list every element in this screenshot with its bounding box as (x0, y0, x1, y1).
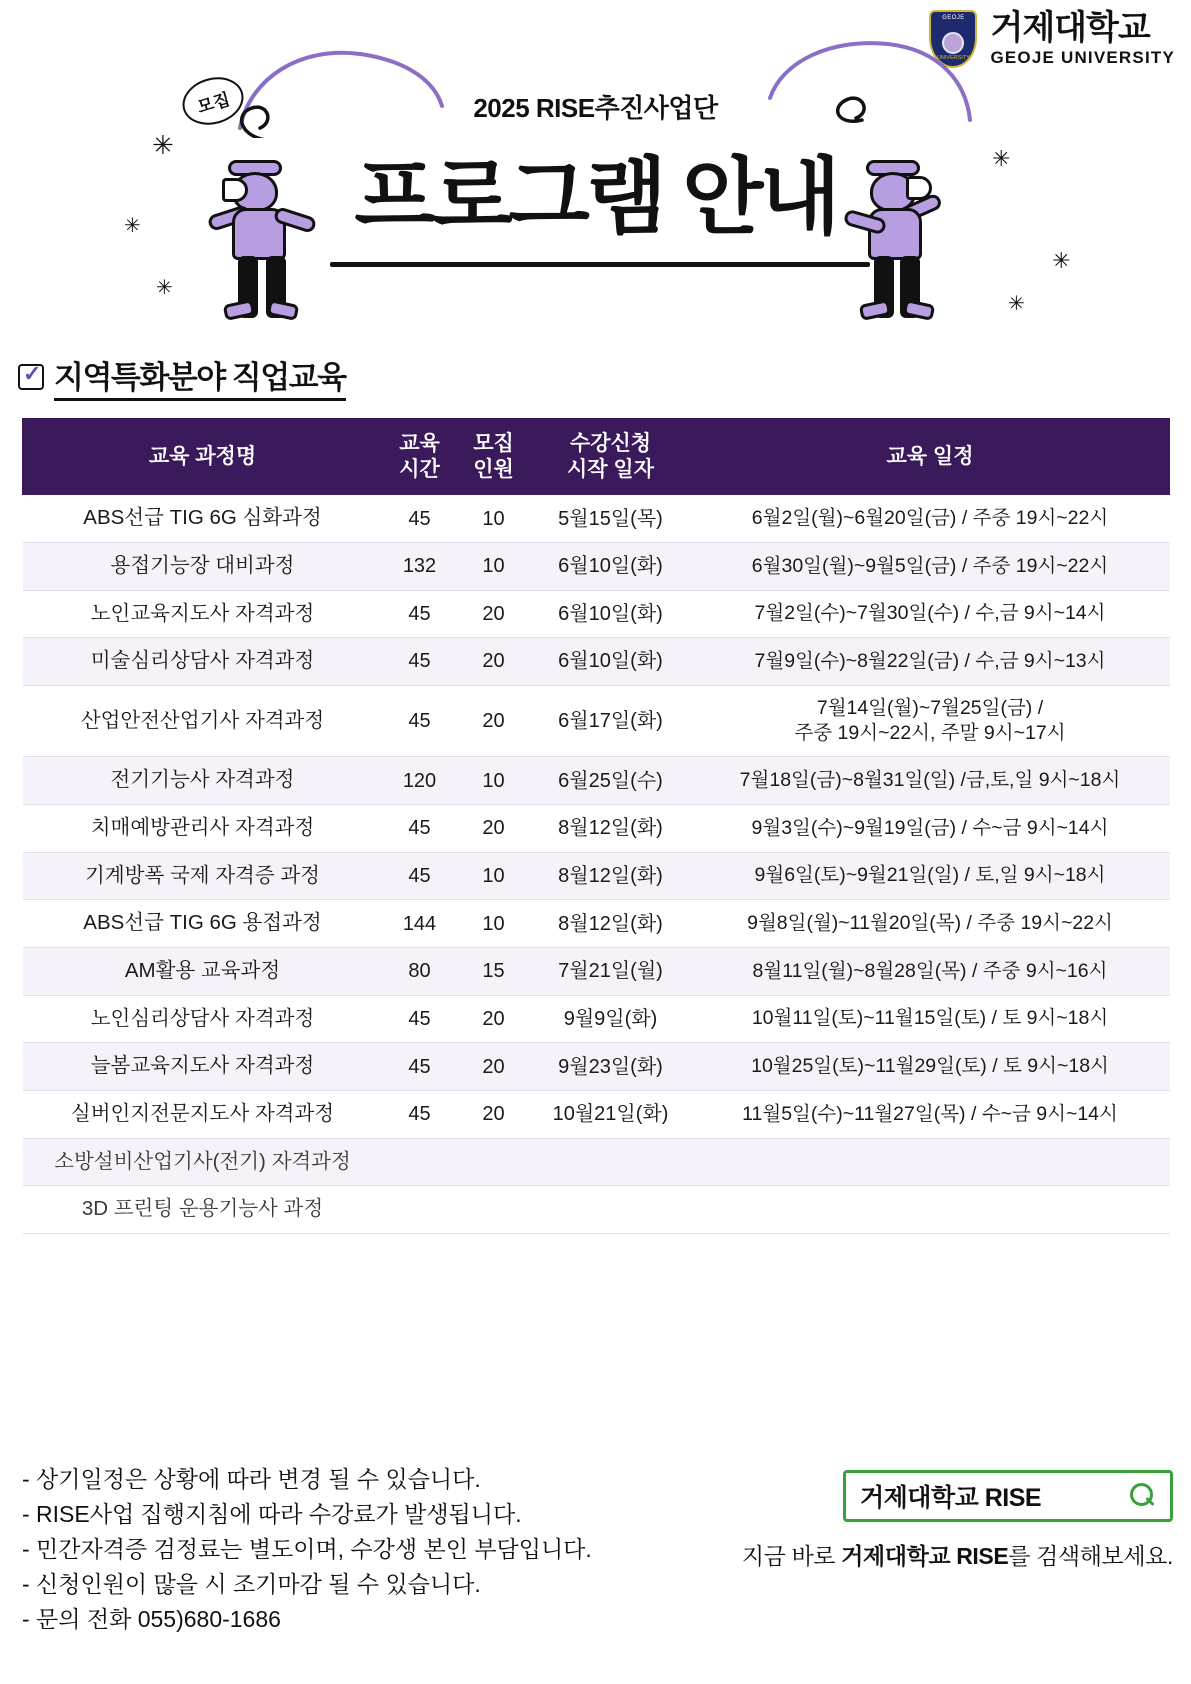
cell-schedule (691, 805, 1170, 853)
cell-schedule (691, 638, 1170, 686)
col-header-hours-line2: 시간 (399, 457, 440, 481)
sparkle-icon: ✳ (124, 215, 141, 237)
cell-course-name: AM활용 교육과정 (23, 948, 383, 996)
table-row (23, 948, 1170, 996)
cell-capacity: 10 (457, 542, 531, 590)
table-row (23, 995, 1170, 1043)
cell-capacity (457, 1138, 531, 1186)
col-header-schedule: 교육 일정 (691, 419, 1170, 495)
cell-capacity: 10 (457, 900, 531, 948)
checkbox-icon (18, 364, 44, 390)
cell-schedule (691, 685, 1170, 757)
cell-hours: 45 (383, 1043, 457, 1091)
cell-hours (383, 1138, 457, 1186)
cell-course-name: ABS선급 TIG 6G 용접과정 (23, 900, 383, 948)
table-row (23, 1186, 1170, 1234)
col-header-apply-start (531, 419, 691, 495)
cell-schedule (691, 1090, 1170, 1138)
cell-capacity (457, 1186, 531, 1234)
poster-title: 프로그램 안내 (354, 150, 837, 244)
cell-apply-start: 6월17일(화) (531, 685, 691, 757)
sparkle-icon: ✳ (1052, 248, 1071, 273)
cell-hours: 45 (383, 495, 457, 543)
schedule-line-1: 11월5일(수)~11월27일(목) / 수~금 9시~14시 (742, 1102, 1118, 1125)
poster-subtitle: 2025 RISE추진사업단 (473, 93, 718, 123)
cell-hours: 45 (383, 995, 457, 1043)
cell-apply-start: 5월15일(목) (531, 495, 691, 543)
sparkle-icon: ✳ (152, 130, 174, 160)
table-row (23, 590, 1170, 638)
cell-hours: 132 (383, 542, 457, 590)
recruit-badge: 모집 (177, 70, 249, 131)
footer-notes (22, 1462, 592, 1637)
schedule-line-1: 6월30일(월)~9월5일(금) / 주중 19시~22시 (751, 554, 1109, 577)
cell-capacity: 10 (457, 852, 531, 900)
search-caption-post: 를 검색해보세요. (1008, 1543, 1173, 1569)
cell-apply-start (531, 1138, 691, 1186)
schedule-line-2: 주중 19시~22시, 주말 9시~17시 (794, 722, 1066, 745)
cell-capacity: 20 (457, 590, 531, 638)
table-row (23, 900, 1170, 948)
cell-apply-start: 6월10일(화) (531, 590, 691, 638)
schedule-line-1: 9월8일(월)~11월20일(목) / 주중 19시~22시 (747, 912, 1113, 935)
hero-section (0, 0, 1191, 340)
cell-capacity: 20 (457, 1043, 531, 1091)
cell-capacity: 10 (457, 757, 531, 805)
cell-hours: 144 (383, 900, 457, 948)
schedule-line-1: 7월2일(수)~7월30일(수) / 수,금 9시~14시 (754, 602, 1106, 625)
schedule-line-1: 7월18일(금)~8월31일(일) /금,토,일 9시~18시 (739, 769, 1121, 792)
col-header-apply-start-line2: 시작 일자 (567, 457, 654, 481)
note-item: - 민간자격증 검정료는 별도이며, 수강생 본인 부담입니다. (22, 1535, 592, 1562)
schedule-line-1: 7월9일(수)~8월22일(금) / 수,금 9시~13시 (754, 649, 1106, 672)
schedule-line-1: 6월2일(월)~6월20일(금) / 주중 19시~22시 (751, 506, 1109, 529)
table-row (23, 1138, 1170, 1186)
col-header-hours-line1: 교육 (399, 432, 440, 455)
table-body (23, 495, 1170, 1234)
table-row (23, 495, 1170, 543)
cell-schedule (691, 852, 1170, 900)
cell-schedule (691, 948, 1170, 996)
cell-apply-start: 8월12일(화) (531, 805, 691, 853)
cell-apply-start: 6월10일(화) (531, 638, 691, 686)
col-header-apply-start-line1: 수강신청 (569, 432, 652, 455)
search-promo (653, 1470, 1173, 1571)
schedule-line-1: 7월14일(월)~7월25일(금) / (816, 696, 1044, 719)
cell-course-name: ABS선급 TIG 6G 심화과정 (23, 495, 383, 543)
search-query-text: 거제대학교 RISE (860, 1484, 1042, 1512)
cell-course-name: 산업안전산업기사 자격과정 (23, 685, 383, 757)
cell-hours: 45 (383, 685, 457, 757)
cell-apply-start: 8월12일(화) (531, 852, 691, 900)
cell-capacity: 10 (457, 495, 531, 543)
brand-name-ko: 거제대학교 (990, 9, 1150, 48)
cell-hours: 120 (383, 757, 457, 805)
sparkle-icon: ✳ (1008, 293, 1025, 315)
cell-schedule (691, 1138, 1170, 1186)
col-header-capacity (457, 419, 531, 495)
note-item: - 신청인원이 많을 시 조기마감 될 수 있습니다. (22, 1570, 481, 1597)
table-row (23, 1043, 1170, 1091)
schedule-line-1: 9월6일(토)~9월21일(일) / 토,일 9시~18시 (754, 864, 1106, 887)
cell-apply-start: 9월9일(화) (531, 995, 691, 1043)
crest-bottom-text: UNIVERSITY (936, 55, 970, 61)
brand-name-en: GEOJE UNIVERSITY (990, 47, 1175, 67)
cell-hours: 45 (383, 852, 457, 900)
cell-schedule (691, 1043, 1170, 1091)
cell-hours: 45 (383, 1090, 457, 1138)
cell-course-name: 3D 프린팅 운용기능사 과정 (23, 1186, 383, 1234)
cell-schedule (691, 542, 1170, 590)
cell-capacity: 15 (457, 948, 531, 996)
sparkle-icon: ✳ (992, 146, 1011, 171)
schedule-line-1: 8월11일(월)~8월28일(목) / 주중 9시~16시 (752, 959, 1108, 982)
table-row (23, 757, 1170, 805)
table-row (23, 542, 1170, 590)
note-item: - 상기일정은 상황에 따라 변경 될 수 있습니다. (22, 1466, 481, 1492)
cell-hours (383, 1186, 457, 1234)
program-table (22, 418, 1170, 1234)
cell-apply-start: 8월12일(화) (531, 900, 691, 948)
table-row (23, 638, 1170, 686)
cell-apply-start: 9월23일(화) (531, 1043, 691, 1091)
cell-schedule (691, 995, 1170, 1043)
cell-course-name: 전기기능사 자격과정 (23, 757, 383, 805)
cell-hours: 45 (383, 805, 457, 853)
cell-capacity: 20 (457, 1090, 531, 1138)
cell-course-name: 치매예방관리사 자격과정 (23, 805, 383, 853)
table-header-row (23, 419, 1170, 495)
cell-course-name: 용접기능장 대비과정 (23, 542, 383, 590)
cell-capacity: 20 (457, 805, 531, 853)
cell-hours: 45 (383, 590, 457, 638)
cell-hours: 80 (383, 948, 457, 996)
table-row (23, 1090, 1170, 1138)
crest-top-text: GEOJE (942, 15, 965, 21)
cell-capacity: 20 (457, 685, 531, 757)
col-header-capacity-line2: 인원 (473, 457, 514, 481)
cell-apply-start: 6월25일(수) (531, 757, 691, 805)
cell-apply-start: 10월21일(화) (531, 1090, 691, 1138)
cell-course-name: 소방설비산업기사(전기) 자격과정 (23, 1138, 383, 1186)
cell-apply-start (531, 1186, 691, 1234)
table-row (23, 805, 1170, 853)
cell-capacity: 20 (457, 638, 531, 686)
schedule-line-1: 10월11일(토)~11월15일(토) / 토 9시~18시 (751, 1007, 1109, 1030)
cell-course-name: 늘봄교육지도사 자격과정 (23, 1043, 383, 1091)
cell-schedule (691, 495, 1170, 543)
col-header-hours (383, 419, 457, 495)
schedule-line-1: 9월3일(수)~9월19일(금) / 수~금 9시~14시 (751, 816, 1109, 839)
search-caption-pre: 지금 바로 (741, 1543, 842, 1569)
col-header-capacity-line1: 모집 (473, 432, 514, 455)
cell-course-name: 노인교육지도사 자격과정 (23, 590, 383, 638)
section-heading (18, 352, 346, 401)
search-caption-bold: 거제대학교 RISE (841, 1543, 1009, 1569)
section-title: 지역특화분야 직업교육 (54, 352, 346, 401)
cell-course-name: 기계방폭 국제 자격증 과정 (23, 852, 383, 900)
cell-course-name: 노인심리상담사 자격과정 (23, 995, 383, 1043)
table-row (23, 685, 1170, 757)
cell-schedule (691, 757, 1170, 805)
title-underline (330, 262, 870, 267)
cell-apply-start: 6월10일(화) (531, 542, 691, 590)
cell-hours: 45 (383, 638, 457, 686)
cell-course-name: 미술심리상담사 자격과정 (23, 638, 383, 686)
cell-schedule (691, 900, 1170, 948)
schedule-line-1: 10월25일(토)~11월29일(토) / 토 9시~18시 (751, 1054, 1109, 1077)
note-item: - 문의 전화 055)680-1686 (22, 1605, 281, 1632)
note-item: - RISE사업 집행지침에 따라 수강료가 발생됩니다. (22, 1500, 522, 1527)
search-caption (653, 1538, 1173, 1571)
col-header-course-name: 교육 과정명 (23, 419, 383, 495)
search-icon[interactable] (1128, 1482, 1156, 1510)
table-row (23, 852, 1170, 900)
sparkle-icon: ✳ (156, 277, 173, 299)
cell-capacity: 20 (457, 995, 531, 1043)
cell-schedule (691, 1186, 1170, 1234)
cell-course-name: 실버인지전문지도사 자격과정 (23, 1090, 383, 1138)
cell-schedule (691, 590, 1170, 638)
program-table-wrapper (22, 418, 1170, 1234)
cell-apply-start: 7월21일(월) (531, 948, 691, 996)
search-input[interactable] (843, 1470, 1173, 1522)
